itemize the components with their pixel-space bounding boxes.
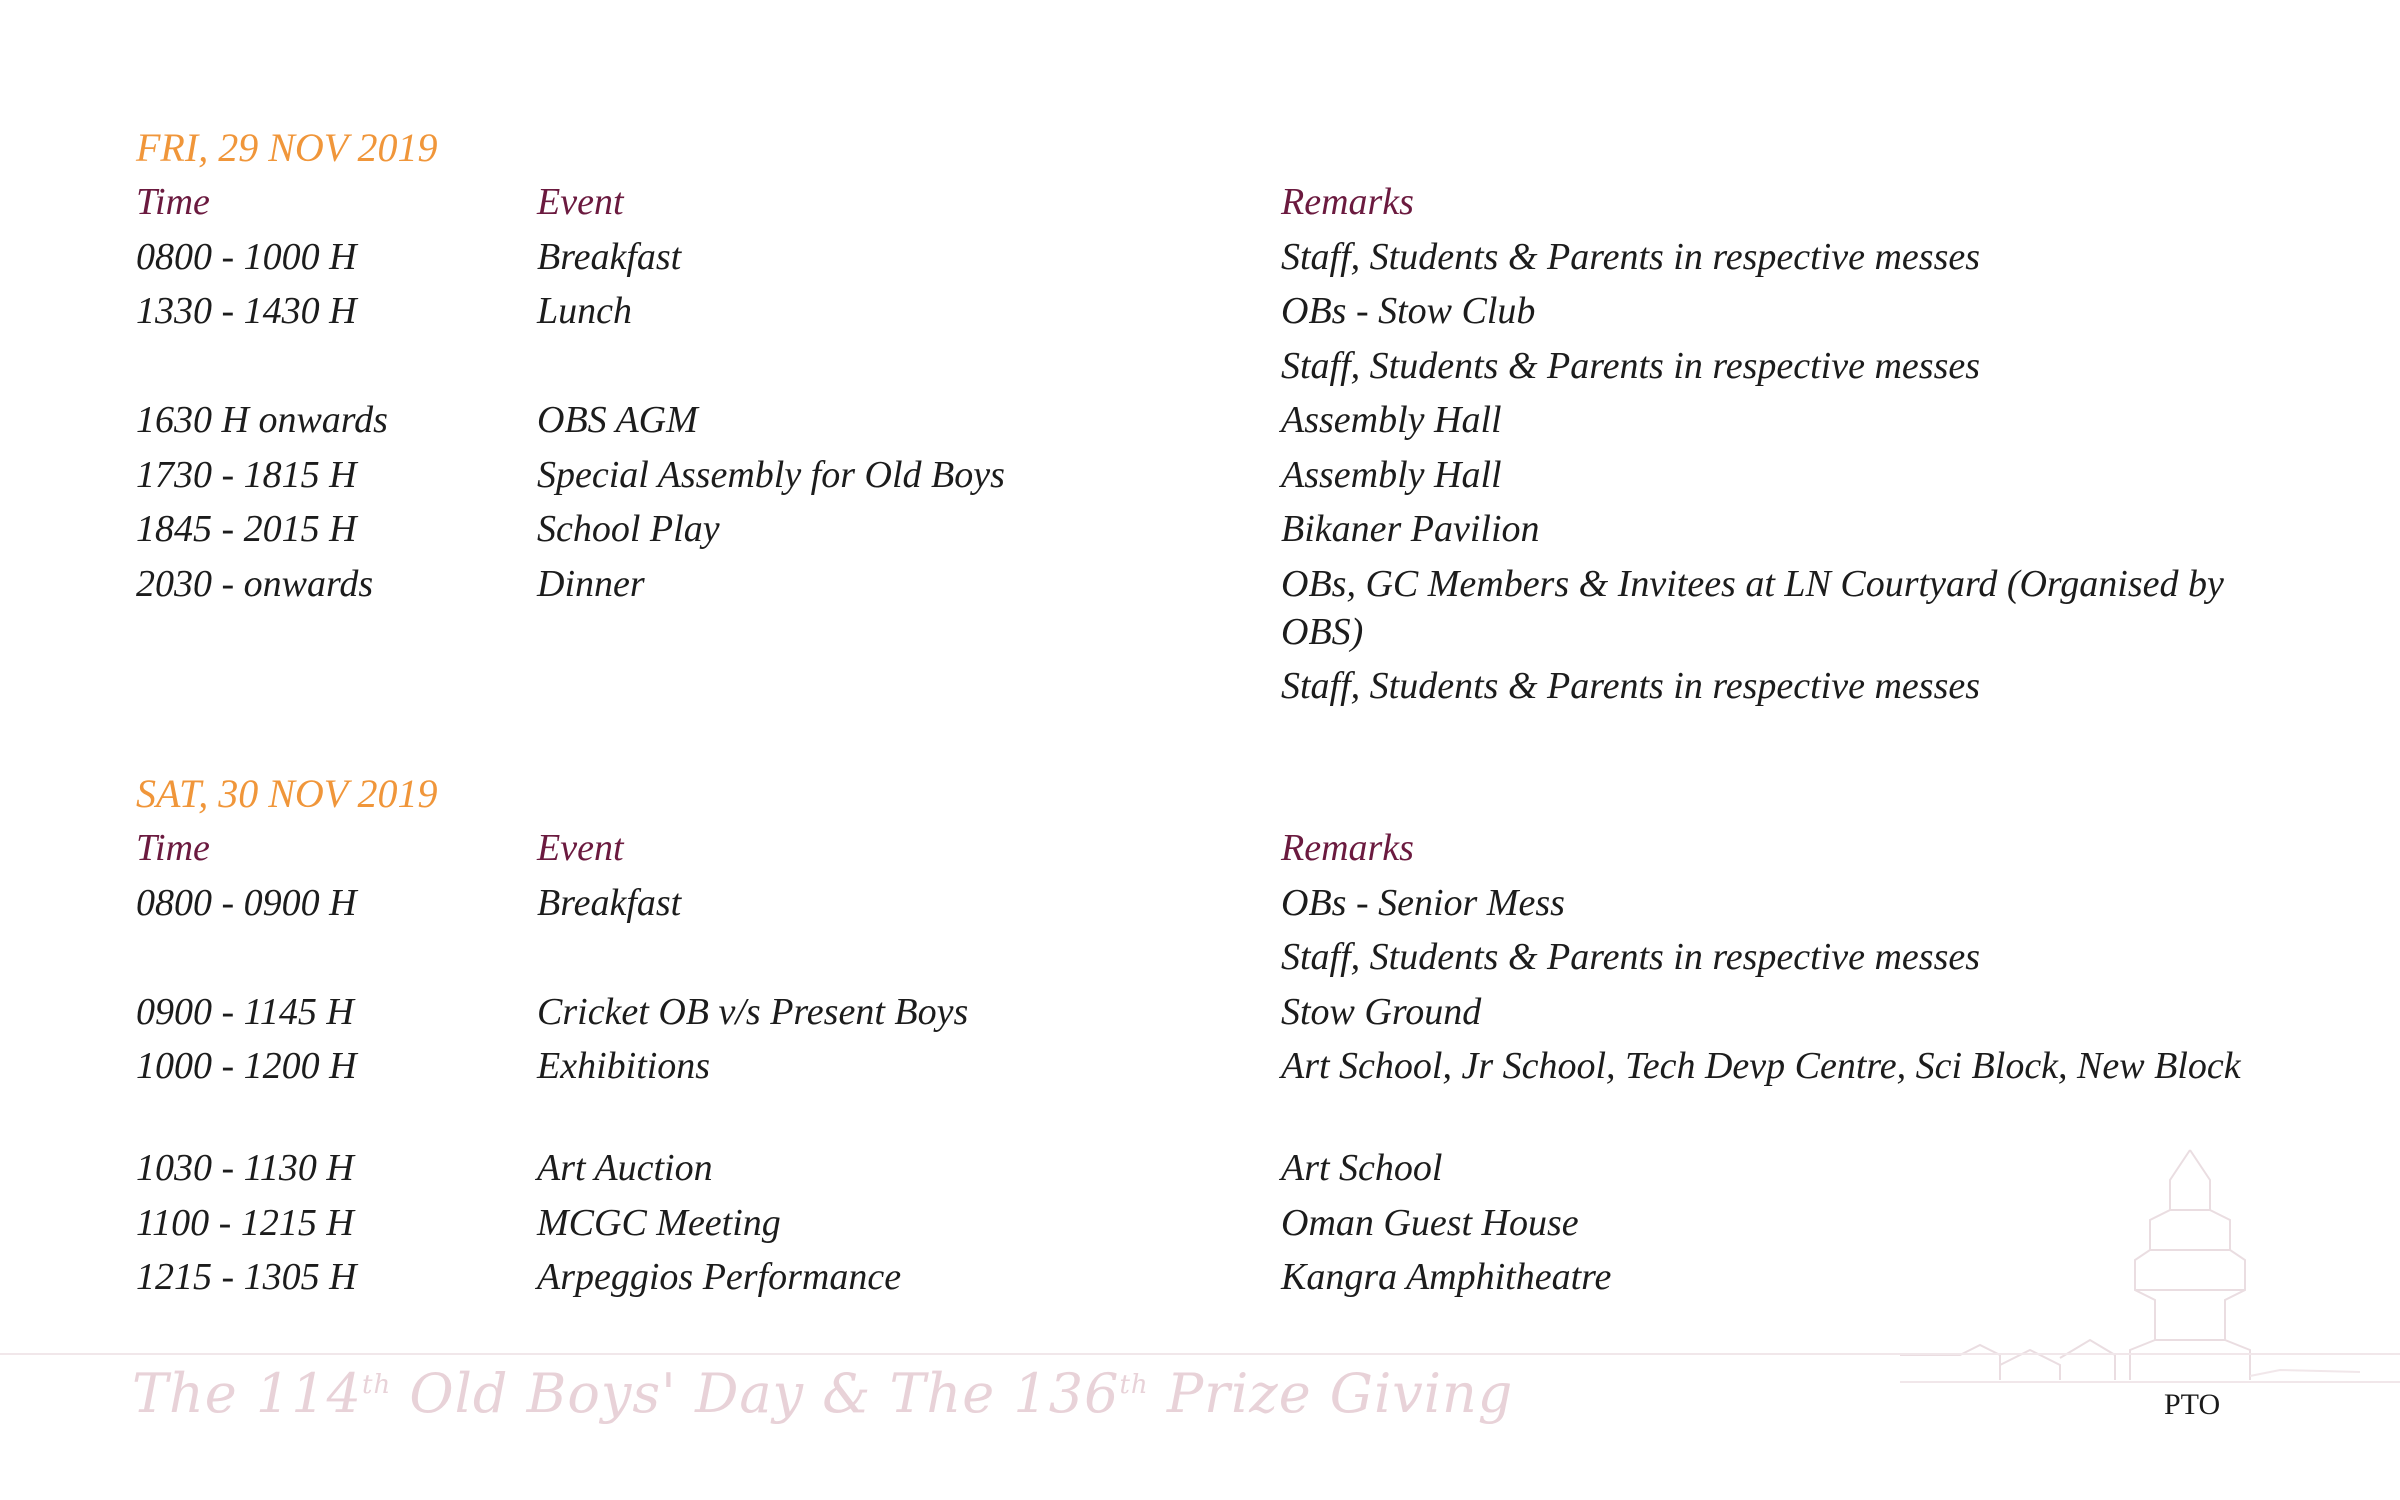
- header-time: Time: [136, 181, 210, 223]
- row-remarks: Staff, Students & Parents in respective messes: [1281, 236, 1981, 278]
- row-event: School Play: [537, 508, 720, 550]
- row-remarks: Oman Guest House: [1281, 1202, 1579, 1244]
- row-remarks: Staff, Students & Parents in respective messes: [1281, 345, 1981, 387]
- row-time: 1630 H onwards: [136, 399, 388, 441]
- footer-title-part: Old Boys' Day & The 136: [391, 1362, 1120, 1425]
- day-date: FRI, 29 NOV 2019: [136, 125, 438, 170]
- row-time: 0800 - 0900 H: [136, 882, 357, 924]
- header-time: Time: [136, 827, 210, 869]
- day-date: SAT, 30 NOV 2019: [136, 771, 438, 816]
- row-time: 1030 - 1130 H: [136, 1147, 354, 1189]
- building-outline-icon: [1900, 1140, 2400, 1400]
- row-time: 1845 - 2015 H: [136, 508, 357, 550]
- footer-title-part: The 114: [132, 1362, 362, 1425]
- row-time: 0900 - 1145 H: [136, 991, 354, 1033]
- row-time: 1100 - 1215 H: [136, 1202, 354, 1244]
- header-remarks: Remarks: [1281, 181, 1414, 223]
- row-remarks: Art School: [1281, 1147, 1443, 1189]
- row-remarks: Bikaner Pavilion: [1281, 508, 1540, 550]
- header-event: Event: [537, 827, 624, 869]
- header-event: Event: [537, 181, 624, 223]
- row-remarks: OBs - Senior Mess: [1281, 882, 1565, 924]
- row-event: Lunch: [537, 290, 632, 332]
- row-event: Breakfast: [537, 882, 682, 924]
- row-event: Arpeggios Performance: [537, 1256, 902, 1298]
- footer-event-title: [132, 1362, 1513, 1425]
- header-remarks: Remarks: [1281, 827, 1414, 869]
- footer-ordinal: th: [1119, 1370, 1149, 1400]
- row-event: Exhibitions: [537, 1045, 711, 1087]
- row-time: 2030 - onwards: [136, 563, 374, 605]
- row-remarks: Kangra Amphitheatre: [1281, 1256, 1612, 1298]
- row-event: Dinner: [537, 563, 645, 605]
- row-remarks: Art School, Jr School, Tech Devp Centre, Sci Block, New Block: [1281, 1045, 2241, 1087]
- row-event: OBS AGM: [537, 399, 698, 441]
- row-remarks: Staff, Students & Parents in respective messes: [1281, 665, 1981, 707]
- row-time: 1730 - 1815 H: [136, 454, 357, 496]
- row-time: 0800 - 1000 H: [136, 236, 357, 278]
- row-time: 1215 - 1305 H: [136, 1256, 357, 1298]
- row-remarks: Assembly Hall: [1281, 454, 1502, 496]
- row-event: Art Auction: [537, 1147, 713, 1189]
- row-event: MCGC Meeting: [537, 1202, 781, 1244]
- footer-ordinal: th: [362, 1370, 392, 1400]
- row-time: 1000 - 1200 H: [136, 1045, 357, 1087]
- row-remarks: OBs, GC Members & Invitees at LN Courtyard (Organised by OBS): [1281, 563, 2224, 653]
- footer-divider: [0, 1353, 2400, 1355]
- row-time: 1330 - 1430 H: [136, 290, 357, 332]
- row-event: Cricket OB v/s Present Boys: [537, 991, 969, 1033]
- row-event: Breakfast: [537, 236, 682, 278]
- row-remarks: Stow Ground: [1281, 991, 1482, 1033]
- pto-label: PTO: [2164, 1388, 2221, 1421]
- footer-title-part: Prize Giving: [1148, 1362, 1514, 1425]
- row-remarks: Staff, Students & Parents in respective messes: [1281, 936, 1981, 978]
- row-event: Special Assembly for Old Boys: [537, 454, 1005, 496]
- row-remarks: Assembly Hall: [1281, 399, 1502, 441]
- row-remarks: OBs - Stow Club: [1281, 290, 1536, 332]
